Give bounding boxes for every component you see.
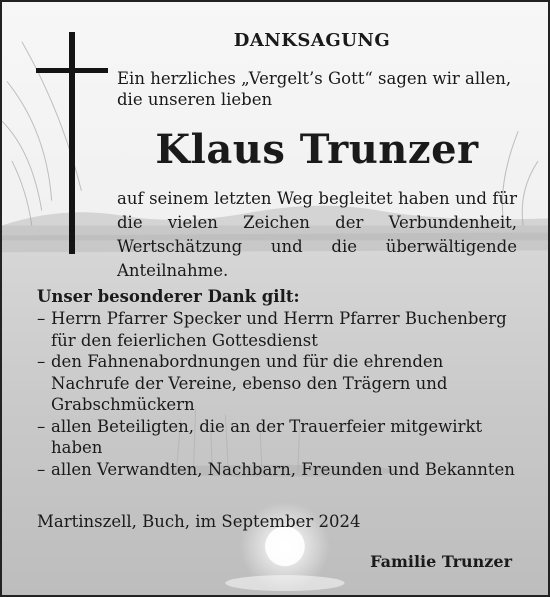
- place-and-date: Martinszell, Buch, im September 2024: [37, 512, 361, 531]
- intro-line-2: die unseren lieben: [117, 90, 273, 109]
- list-item-text: allen Beteiligten, die an der Trauerfeier mitgewirkt haben: [51, 416, 483, 457]
- intro-line-1: Ein herzliches „Vergelt’s Gott“ sagen wir allen,: [117, 69, 512, 88]
- signature: Familie Trunzer: [370, 552, 512, 571]
- list-dash: –: [37, 309, 46, 328]
- list-item: [37, 416, 517, 459]
- thanks-list: [37, 308, 517, 480]
- list-dash: –: [37, 416, 46, 436]
- notice-title: DANKSAGUNG: [233, 30, 391, 51]
- list-item: [37, 351, 517, 416]
- list-item-text: den Fahnenabordnungen und für die ehrenden Nachrufe der Vereine, ebenso den Trägern und Grabschmückern: [51, 352, 448, 414]
- list-dash: –: [37, 459, 46, 479]
- notice-content: [2, 2, 548, 595]
- list-dash: –: [37, 352, 46, 371]
- list-item-text: Herrn Pfarrer Specker und Herrn Pfarrer Buchenberg für den feierlichen Gottesdienst: [51, 309, 507, 350]
- list-item: [37, 308, 517, 351]
- list-item: [37, 459, 517, 481]
- list-item-text: allen Verwandten, Nachbarn, Freunden und Bekannten: [51, 459, 515, 479]
- intro-text: [117, 68, 517, 110]
- body-text: auf seinem letzten Weg begleitet haben und für die vielen Zeichen der Verbundenheit, Wertschätzung und die überwältigende Anteilnahme.: [117, 189, 517, 280]
- deceased-name: Klaus Trunzer: [155, 126, 479, 173]
- thanks-heading: Unser besonderer Dank gilt:: [37, 287, 300, 306]
